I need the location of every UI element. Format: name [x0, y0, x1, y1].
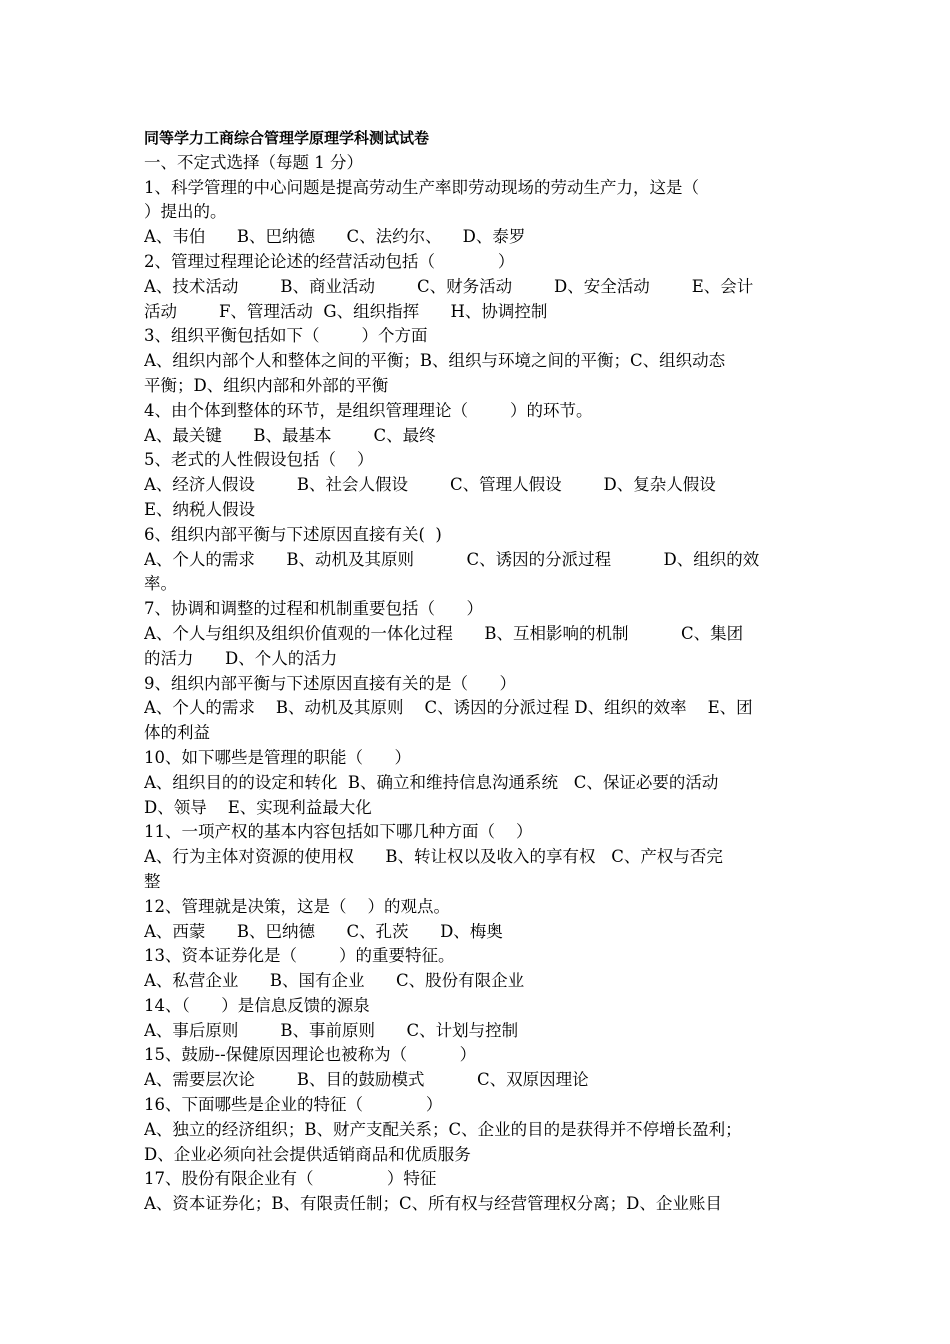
text-line: D、企业必须向社会提供适销商品和优质服务: [144, 1144, 471, 1164]
text-line: D、领导 E、实现利益最大化: [144, 797, 372, 817]
text-line: 整: [144, 871, 161, 891]
text-line: A、组织目的的设定和转化 B、确立和维持信息沟通系统 C、保证必要的活动: [144, 772, 719, 792]
text-line: A、技术活动 B、商业活动 C、财务活动 D、安全活动 E、会计: [144, 276, 754, 296]
text-line: 活动 F、管理活动 G、组织指挥 H、协调控制: [144, 301, 548, 321]
text-line: E、纳税人假设: [144, 499, 256, 519]
text-line: 15、鼓励--保健原因理论也被称为（ ）: [144, 1045, 477, 1065]
text-line: ）提出的。: [144, 202, 227, 222]
text-line: 1、科学管理的中心问题是提高劳动生产率即劳动现场的劳动生产力，这是（: [144, 177, 699, 197]
document-title: 同等学力工商综合管理学原理学科测试试卷: [144, 129, 430, 147]
text-line: 13、资本证券化是（ ）的重要特征。: [144, 946, 455, 966]
text-line: 10、如下哪些是管理的职能（ ）: [144, 747, 411, 767]
text-line: 一、不定式选择（每题 1 分）: [144, 152, 363, 172]
text-line: A、个人的需求 B、动机及其原则 C、诱因的分派过程 D、组织的效率 E、团: [144, 698, 753, 718]
text-line: A、需要层次论 B、目的鼓励模式 C、双原因理论: [144, 1070, 589, 1090]
text-line: 9、组织内部平衡与下述原因直接有关的是（ ）: [144, 673, 516, 693]
text-line: A、西蒙 B、巴纳德 C、孔茨 D、梅奥: [144, 921, 503, 941]
text-line: 16、下面哪些是企业的特征（ ）: [144, 1095, 443, 1115]
text-line: 14、（ ）是信息反馈的源泉: [144, 995, 370, 1015]
text-line: A、个人的需求 B、动机及其原则 C、诱因的分派过程 D、组织的效: [144, 549, 760, 569]
text-line: 2、管理过程理论论述的经营活动包括（ ）: [144, 251, 515, 271]
text-line: 3、组织平衡包括如下（ ）个方面: [144, 326, 428, 346]
text-line: 体的利益: [144, 723, 210, 743]
text-line: A、组织内部个人和整体之间的平衡；B、组织与环境之间的平衡；C、组织动态: [144, 351, 726, 371]
text-line: 17、股份有限企业有（ ）特征: [144, 1169, 437, 1189]
text-line: A、私营企业 B、国有企业 C、股份有限企业: [144, 971, 525, 991]
text-line: A、个人与组织及组织价值观的一体化过程 B、互相影响的机制 C、集团: [144, 623, 744, 643]
document-page: [144, 126, 824, 1217]
text-line: A、独立的经济组织；B、财产支配关系；C、企业的目的是获得并不停增长盈利；: [144, 1119, 742, 1139]
text-line: 6、组织内部平衡与下述原因直接有关( ): [144, 524, 442, 544]
text-line: A、经济人假设 B、社会人假设 C、管理人假设 D、复杂人假设: [144, 475, 716, 495]
text-line: A、资本证券化；B、有限责任制；C、所有权与经营管理权分离；D、企业账目: [144, 1194, 722, 1214]
text-line: 5、老式的人性假设包括（ ）: [144, 450, 374, 470]
text-line: 4、由个体到整体的环节，是组织管理理论（ ）的环节。: [144, 400, 593, 420]
text-line: 12、管理就是决策，这是（ ）的观点。: [144, 896, 450, 916]
text-line: A、最关键 B、最基本 C、最终: [144, 425, 436, 445]
text-line: 率。: [144, 574, 177, 594]
text-line: A、行为主体对资源的使用权 B、转让权以及收入的享有权 C、产权与否完: [144, 847, 723, 867]
text-line: A、韦伯 B、巴纳德 C、法约尔、 D、泰罗: [144, 227, 526, 247]
text-line: 的活力 D、个人的活力: [144, 648, 338, 668]
text-line: A、事后原则 B、事前原则 C、计划与控制: [144, 1020, 519, 1040]
text-line: 平衡；D、组织内部和外部的平衡: [144, 375, 389, 395]
text-line: 11、一项产权的基本内容包括如下哪几种方面（ ）: [144, 822, 533, 842]
text-line: 7、协调和调整的过程和机制重要包括（ ）: [144, 599, 483, 619]
